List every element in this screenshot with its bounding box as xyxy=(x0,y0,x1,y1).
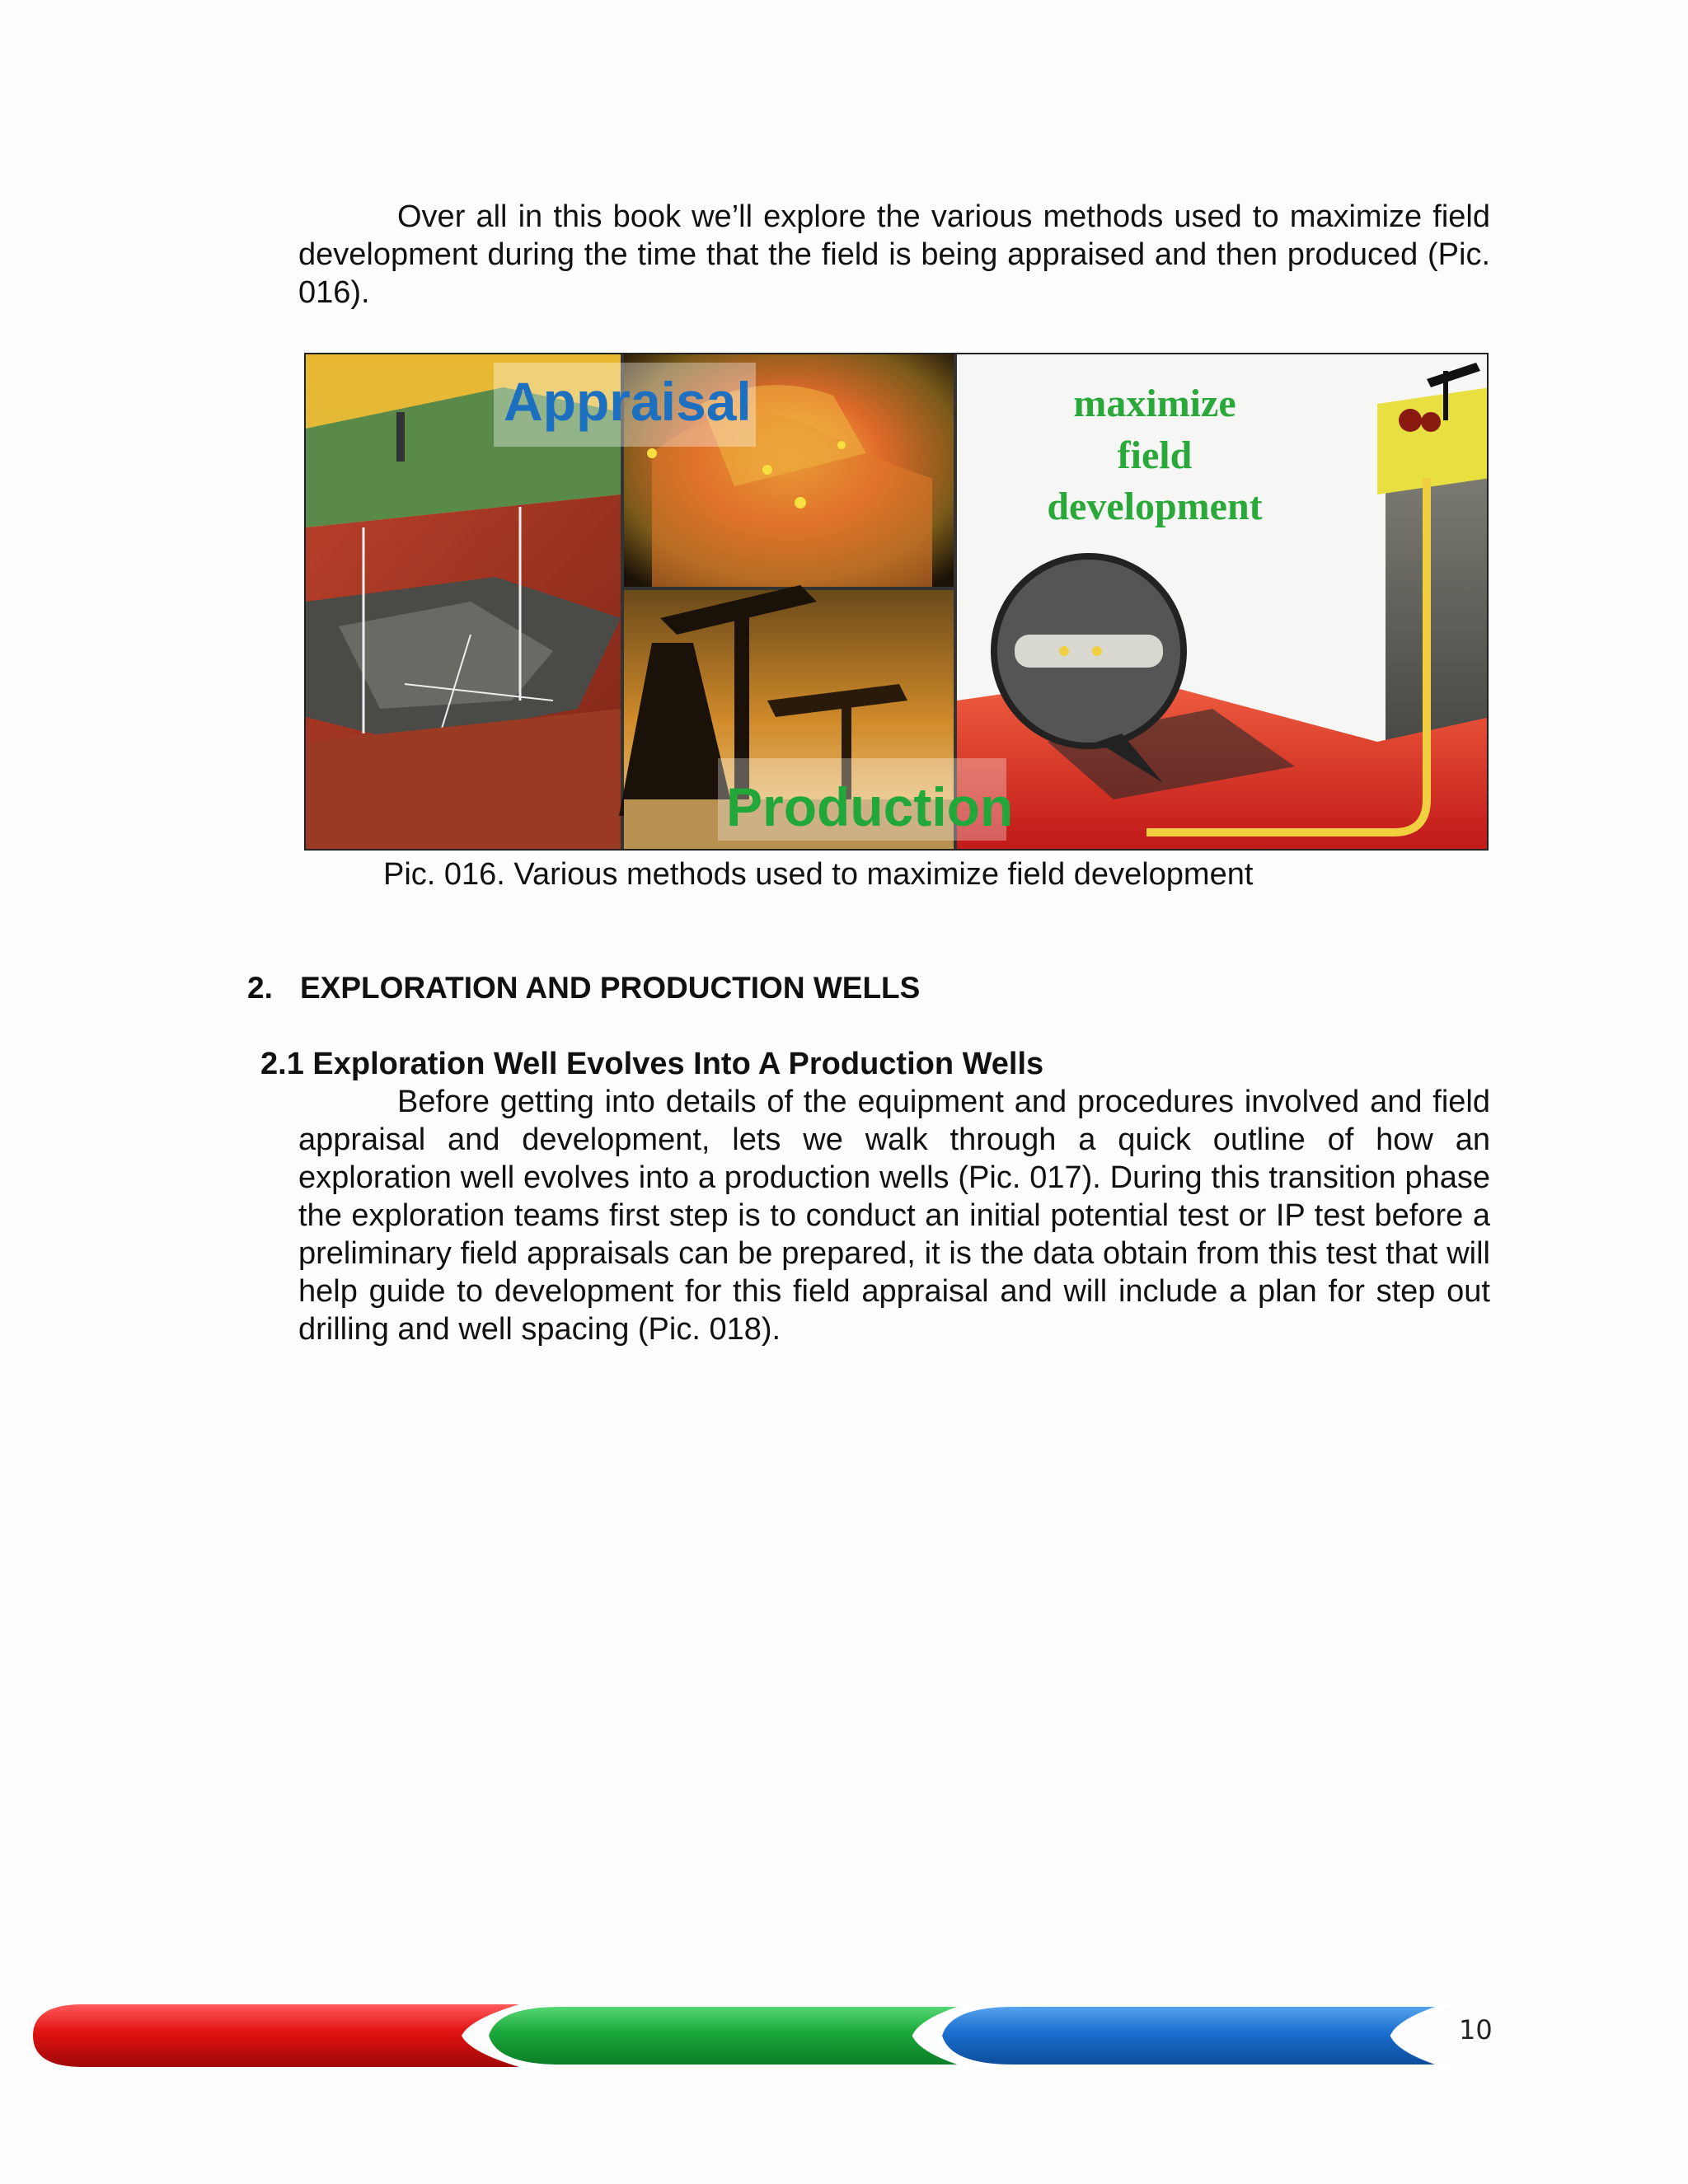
maximize-development-panel xyxy=(957,354,1489,851)
section-number: 2. xyxy=(247,971,273,1005)
footer-green-bar xyxy=(486,2004,973,2067)
subsection-heading: 2.1 Exploration Well Evolves Into A Production Wells xyxy=(260,1047,1044,1081)
figure-pic-016 xyxy=(304,353,1489,851)
maximize-label-line2: field xyxy=(1117,434,1193,477)
body-paragraph: Before getting into details of the equipment and procedures involved and field appraisal and development, lets we walk through a quick outline of how an exploration well evolves into a production wells (Pic. 017). During this transition phase the exploration teams first step is to conduct an initial potential test or IP test before a preliminary field appraisals can be prepared, it is the data obtain from this test that will help guide to development for this field appraisal and will include a plan for step out drilling and well spacing (Pic. 018). xyxy=(298,1085,1490,1347)
page-number: 10 xyxy=(1459,2014,1493,2046)
section-title: EXPLORATION AND PRODUCTION WELLS xyxy=(300,971,921,1005)
section-heading xyxy=(247,969,920,1007)
maximize-label-line3: development xyxy=(1047,485,1263,528)
footer-red-bar xyxy=(33,2004,519,2067)
maximize-label-line1: maximize xyxy=(1073,382,1236,425)
footer-blue-bar xyxy=(940,2004,1451,2067)
figure-caption: Pic. 016. Various methods used to maximize field development xyxy=(383,857,1254,892)
field-development-illustration xyxy=(306,354,1489,851)
intro-paragraph: Over all in this book we’ll explore the various methods used to maximize field development during the time that the field is being appraised and then produced (Pic. 016). xyxy=(298,199,1490,310)
appraisal-label: Appraisal xyxy=(504,371,752,432)
footer-decoration xyxy=(25,1994,1508,2077)
production-label: Production xyxy=(726,776,1014,837)
